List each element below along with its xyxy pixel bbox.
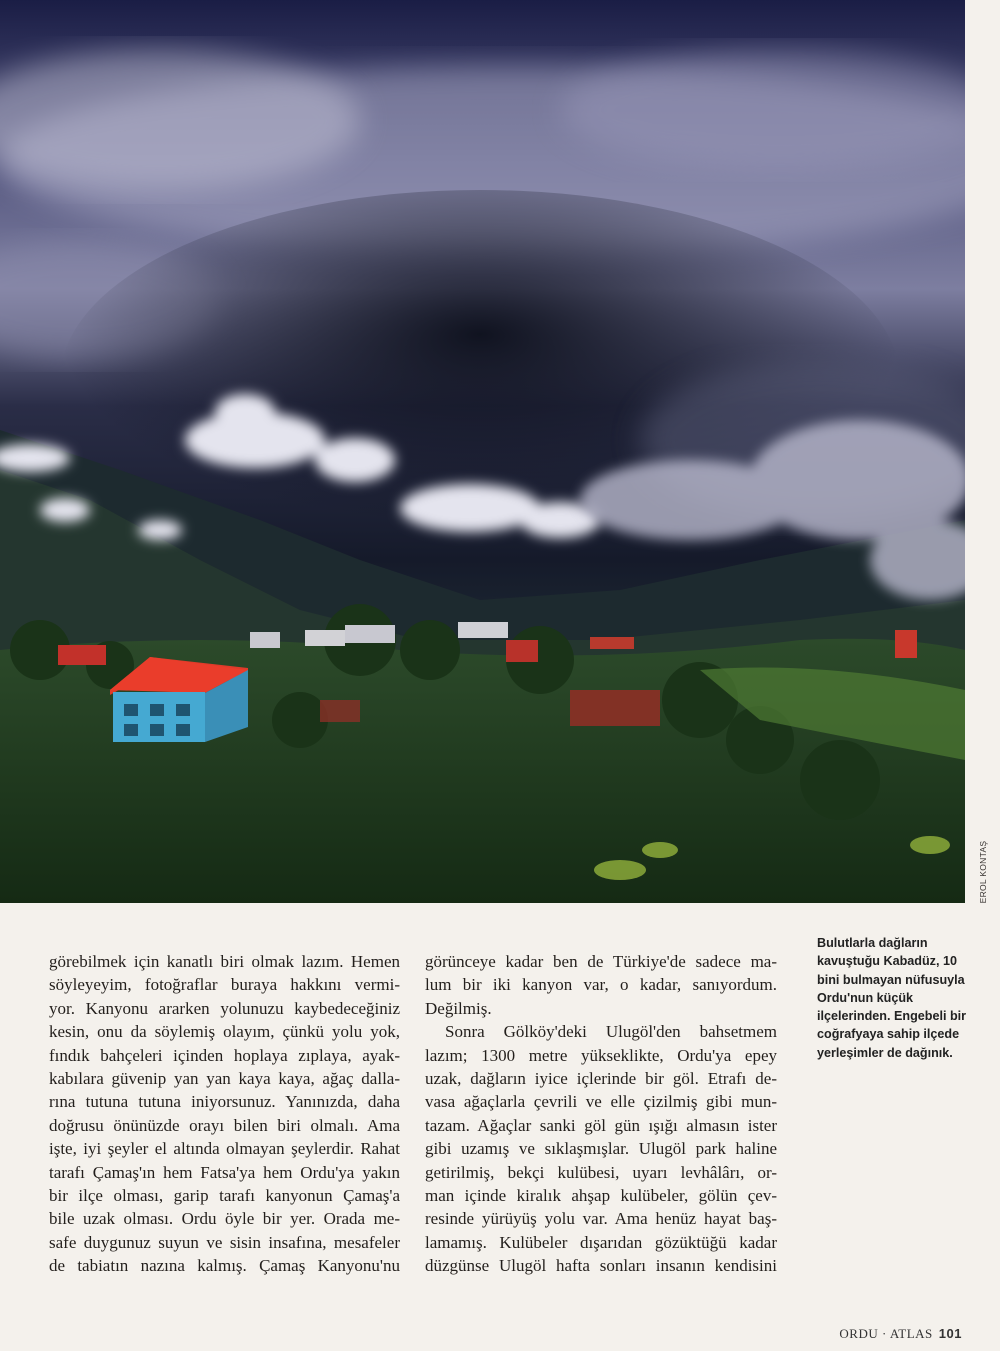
column-2-line: vasa ağaçlarla çevrili ve elle çizilmiş gibi mun- <box>425 1092 777 1112</box>
article-column-2 <box>425 950 777 1278</box>
column-1-line: söyleyeyim, fotoğraflar buraya hakkını vermi- <box>49 975 400 995</box>
page-number: 101 <box>938 1326 962 1341</box>
caption-line: coğrafyaya sahip ilçede <box>817 1027 960 1042</box>
column-2-line: lazım; 1300 metre yükseklikte, Ordu'ya epey <box>425 1045 777 1065</box>
column-1-line: rına tutuna tutuna iniyorsunuz. Yanınızda, daha <box>49 1092 400 1112</box>
column-2-line: Değilmiş. <box>425 998 492 1018</box>
page-footer <box>839 1326 962 1342</box>
column-2-line: resinde yürüyüş yolu var. Ama henüz hayat baş- <box>425 1209 777 1229</box>
article-column-1 <box>49 950 400 1278</box>
column-2-line: görünceye kadar ben de Türkiye'de sadece ma- <box>425 952 777 971</box>
column-1-line: safe duygunuz suyun ve sisin insafına, mesafeler <box>49 1232 400 1252</box>
caption-line: yerleşimler de dağınık. <box>817 1045 953 1060</box>
column-2-line: tazam. Ağaçlar sanki göl gün ışığı almasın ister <box>425 1115 777 1135</box>
column-1-line: bile uzak olması. Ordu öyle bir yer. Orada me- <box>49 1209 400 1229</box>
magazine-name: ORDU · ATLAS <box>839 1326 933 1341</box>
column-1-line: yor. Kanyonu ararken yolunuzu kaybedeceğiniz <box>49 998 400 1018</box>
caption-line: ilçelerinden. Engebeli bir <box>817 1009 967 1024</box>
column-1-line: kesin, onu da söylemiş olayım, çünkü yolu yok, <box>49 1022 400 1042</box>
column-1-line: görebilmek için kanatlı biri olmak lazım. Hemen <box>49 952 400 971</box>
column-2-line: lamamış. Kulübeler dışarıdan gözüktüğü kadar <box>425 1232 777 1252</box>
column-2-line: lum bir iki kanyon var, o kadar, sanıyordum. <box>425 975 777 995</box>
column-1-line: doğrusu önünüzde orayı bilen biri olmalı. Ama <box>49 1115 400 1135</box>
photo-credit <box>966 840 1000 903</box>
column-1-line: işte, iyi şeyler el altında olmayan şeylerdir. Rahat <box>49 1139 400 1159</box>
column-2-line: düzgünse Ulugöl hafta sonları insanın kendisini <box>425 1256 777 1276</box>
column-1-line: de tabiatın nazına kalmış. Çamaş Kanyonu'nu <box>49 1256 400 1276</box>
column-2-line: uzak, dağların iyice içlerinde bir göl. Etrafı de- <box>425 1069 777 1089</box>
column-2-line: Sonra Gölköy'deki Ulugöl'den bahsetmem <box>445 1022 777 1042</box>
caption-line: kavuştuğu Kabadüz, 10 <box>817 954 957 969</box>
column-2-line: man içinde kiralık ahşap kulübeler, gölün çev- <box>425 1186 777 1206</box>
column-1-line: tarafı Çamaş'ın hem Fatsa'ya hem Ordu'ya yakın <box>49 1162 400 1182</box>
caption-line: bini bulmayan nüfusuyla <box>817 972 965 987</box>
column-1-line: kabılara güvenip yan yan kaya kaya, ağaç dalla- <box>49 1069 400 1089</box>
column-2-line: gibi uzamış ve sıklaşmışlar. Ulugöl park haline <box>425 1139 777 1159</box>
photo-credit-text: EROL KONTAŞ <box>978 840 988 903</box>
photo-caption <box>817 934 967 1062</box>
caption-line: Bulutlarla dağların <box>817 936 928 950</box>
column-2-line: getirilmiş, bekçi kulübesi, uyarı levhâlârı, or- <box>425 1162 777 1182</box>
caption-line: Ordu'nun küçük <box>817 990 914 1005</box>
column-1-line: fındık bahçeleri içinden hoplaya zıplaya, ayak- <box>49 1045 400 1065</box>
column-1-line: bir ilçe olması, garip tarafı kanyonun Çamaş'a <box>49 1186 400 1206</box>
